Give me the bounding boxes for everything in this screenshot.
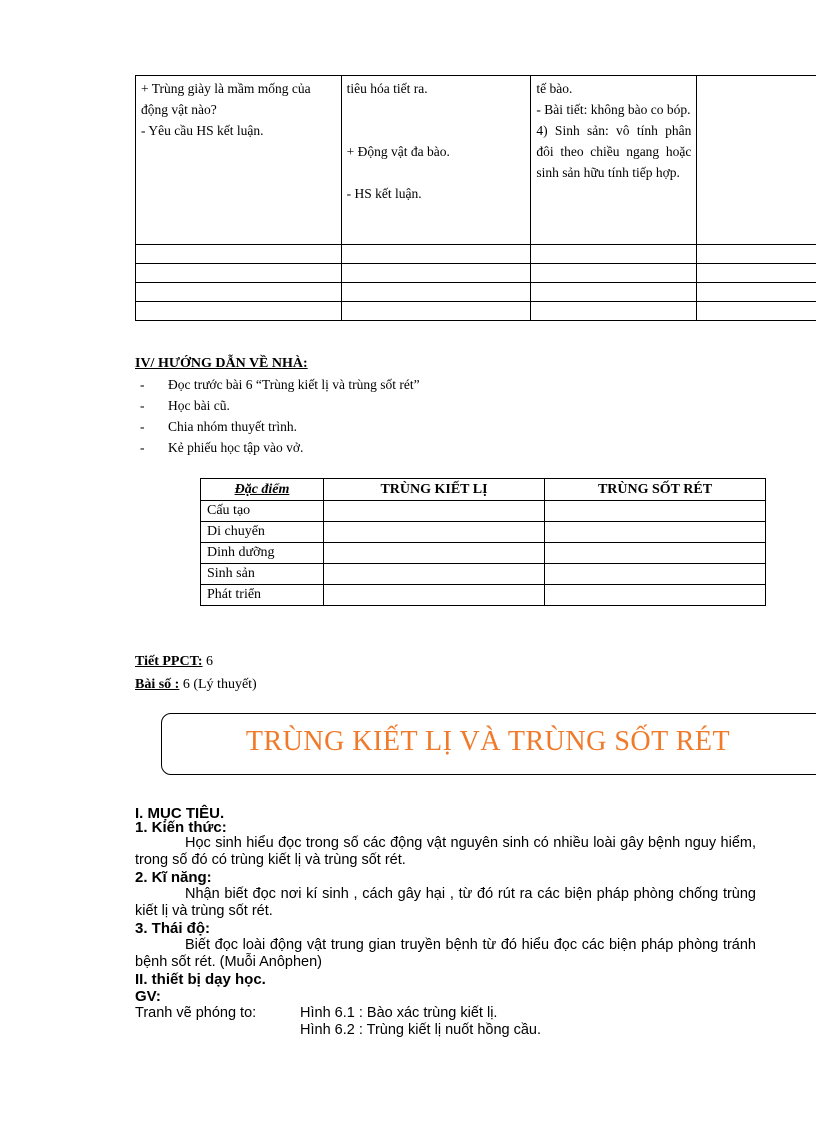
figure-item: Hình 6.1 : Bào xác trùng kiết lị. [300, 1005, 498, 1021]
text-line: + Trùng giày là mầm mống của động vật nào? [141, 81, 311, 117]
lesson-title: TRÙNG KIẾT LỊ VÀ TRÙNG SỐT RÉT [245, 726, 731, 757]
lesson-number-line: Bài số : 6 (Lý thuyết) [135, 677, 257, 692]
list-item: - Chia nhóm thuyết trình. [140, 419, 297, 434]
table-row [201, 522, 766, 543]
teacher-label: GV: [135, 988, 161, 1005]
header-cell: TRÙNG KIẾT LỊ [324, 479, 545, 501]
text-line: - Bài tiết: không bào co bóp. [536, 102, 691, 117]
text-line: tiêu hóa tiết ra. [346, 81, 428, 96]
text-line: 4) Sinh sản: vô tính phân đôi theo chiều ngang hoặc sinh sản hữu tính tiếp hợp. [536, 123, 692, 180]
table-row [136, 245, 816, 264]
table-row [136, 302, 816, 321]
table-row [136, 283, 816, 302]
list-item: - Kẻ phiếu học tập vào vở. [140, 440, 304, 455]
attitude-text: Biết đọc loài động vật trung gian truyền bệnh từ đó hiểu đọc các biện pháp phòng tránh bệnh sốt rét. (Muỗi Anôphen) [135, 937, 756, 970]
knowledge-text: Học sinh hiểu đọc trong số các động vật nguyên sinh có nhiều loài gây bệnh nguy hiểm, trong số đó có trùng kiết lị và trùng sốt rét. [135, 835, 756, 868]
table-row [136, 264, 816, 283]
table-row [136, 76, 816, 245]
homework-heading: IV/ HƯỚNG DẪN VỀ NHÀ: [135, 356, 308, 371]
row-label: Sinh sản [201, 564, 324, 585]
skills-heading: 2. Kĩ năng: [135, 869, 212, 886]
content-cell [531, 76, 697, 245]
list-item: - Học bài cũ. [140, 398, 230, 413]
equipment-heading: II. thiết bị dạy học. [135, 971, 266, 988]
text-line: - HS kết luận. [346, 186, 422, 201]
row-label: Dinh dưỡng [201, 543, 324, 564]
lesson-activity-table [135, 75, 816, 321]
row-label: Phát triển [201, 585, 324, 606]
teacher-activity-cell [136, 76, 342, 245]
table-row [201, 501, 766, 522]
text-line: - Yêu cầu HS kết luận. [141, 123, 264, 138]
period-line: Tiết PPCT: 6 [135, 654, 214, 669]
header-cell: TRÙNG SỐT RÉT [545, 479, 766, 501]
attitude-heading: 3. Thái độ: [135, 920, 210, 937]
knowledge-heading: 1. Kiến thức: [135, 819, 227, 836]
student-activity-cell [341, 76, 531, 245]
objectives-heading: I. MỤC TIÊU. [135, 805, 225, 822]
table-row [201, 564, 766, 585]
row-label: Di chuyển [201, 522, 324, 543]
comparison-table [200, 478, 766, 606]
skills-text: Nhận biết đọc nơi kí sinh , cách gây hại , từ đó rút ra các biện pháp phòng chống trùng kiết lị và trùng sốt rét. [135, 886, 756, 919]
row-label: Cấu tạo [201, 501, 324, 522]
text-line: tế bào. [536, 81, 573, 96]
table-header-row [201, 479, 766, 501]
table-row [201, 543, 766, 564]
list-item: - Đọc trước bài 6 “Trùng kiết lị và trùng sốt rét” [140, 377, 420, 392]
empty-cell [697, 76, 816, 245]
posters-label: Tranh vẽ phóng to: [135, 1005, 257, 1021]
homework-list [140, 374, 420, 458]
header-cell: Đặc điểm [201, 479, 324, 501]
figure-item: Hình 6.2 : Trùng kiết lị nuốt hồng cầu. [300, 1022, 542, 1038]
text-line: + Động vật đa bào. [346, 144, 450, 159]
table-row [201, 585, 766, 606]
